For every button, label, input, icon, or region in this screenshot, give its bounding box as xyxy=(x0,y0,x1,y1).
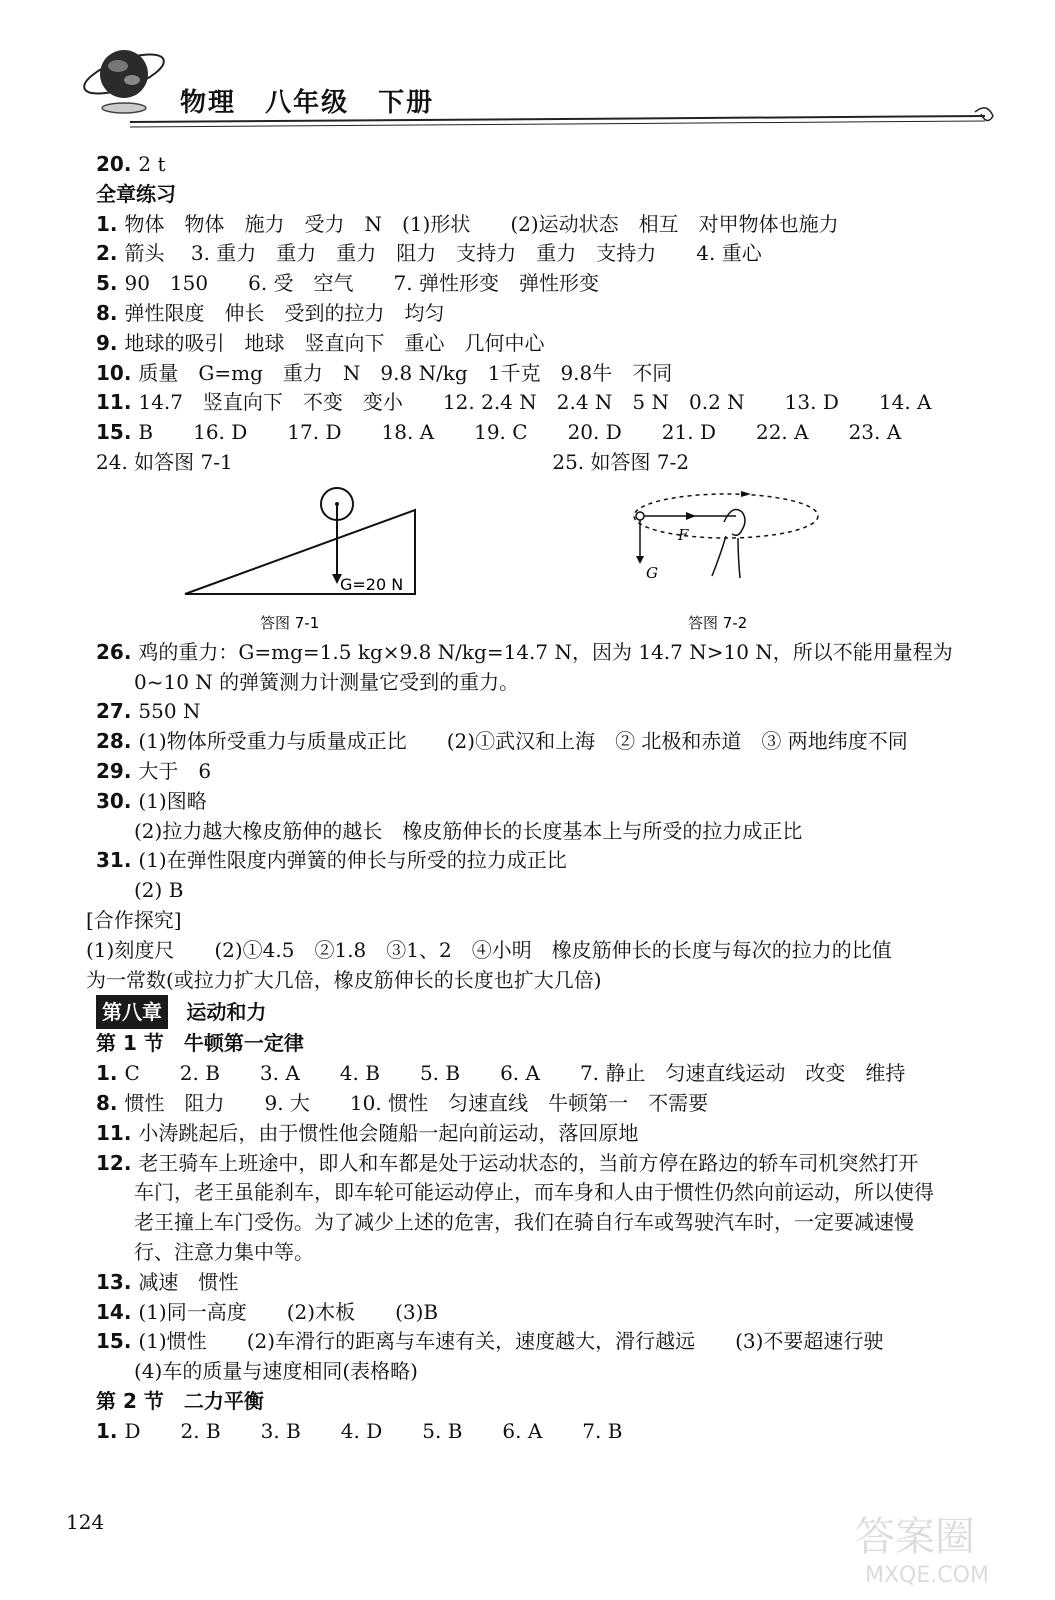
answer-line xyxy=(96,1089,1006,1119)
answer-line xyxy=(96,269,1006,299)
header-rule xyxy=(70,28,1010,138)
answer-text: 14.7 竖直向下 不变 变小 12. 2.4 N 2.4 N 5 N 0.2 N 13. D 14. A xyxy=(138,390,932,415)
answer-text: 全章练习 xyxy=(96,181,176,206)
question-number: 15. xyxy=(96,420,139,445)
answer-text: 550 N xyxy=(138,699,201,724)
question-number: 14. xyxy=(96,1299,139,1324)
answer-line xyxy=(96,638,1006,668)
answer-text: 行、注意力集中等。 xyxy=(134,1239,314,1264)
answers-block-1 xyxy=(96,150,1006,448)
question-number: 20. xyxy=(96,152,139,176)
answer-line xyxy=(96,1208,1006,1238)
answer-line xyxy=(96,1417,1006,1447)
answer-text: (1)图略 xyxy=(138,788,207,813)
question-number: 1. xyxy=(96,211,125,236)
chapter-badge: 第八章 xyxy=(96,995,168,1029)
page-header xyxy=(70,28,1010,138)
question-number: 8. xyxy=(96,300,125,325)
question-number: 1. xyxy=(96,1061,125,1086)
question-number: 1. xyxy=(96,1418,125,1443)
fig1-force-label: G=20 N xyxy=(340,574,404,594)
watermark-logo-icon xyxy=(845,1500,1025,1590)
question-number: 2. xyxy=(96,241,125,266)
answer-line xyxy=(96,1357,1006,1387)
answer-line xyxy=(96,846,1006,876)
answer-text: 大于 6 xyxy=(138,758,212,783)
answer-text: 减速 惯性 xyxy=(138,1269,239,1294)
figure-7-2 xyxy=(626,478,846,638)
answer-text: C 2. B 3. A 4. B 5. B 6. A 7. 静止 匀速直线运动 改变 维持 xyxy=(124,1061,906,1086)
answer-line xyxy=(96,180,1006,210)
fig2-g-label: G xyxy=(646,563,658,582)
answer-text: 车门，老王虽能刹车，即车轮可能运动停止，而车身和人由于惯性仍然向前运动，所以使得 xyxy=(134,1180,934,1205)
answer-line xyxy=(96,817,1006,847)
answer-line xyxy=(96,787,1006,817)
answer-text: D 2. B 3. B 4. D 5. B 6. A 7. B xyxy=(124,1418,623,1443)
answer-text: 质量 G=mg 重力 N 9.8 N/kg 1千克 9.8牛 不同 xyxy=(138,360,673,385)
coop-line-1: (1)刻度尺 (2)①4.5 ②1.8 ③1、2 ④小明 橡皮筋伸长的长度与每次的拉力的比值 xyxy=(86,937,892,962)
question-number: 27. xyxy=(96,699,139,724)
question-number: 26. xyxy=(96,639,139,664)
answer-line xyxy=(96,210,1006,240)
question-number: 11. xyxy=(96,1120,139,1145)
page-number: 124 xyxy=(66,1510,105,1534)
answer-text: (4)车的质量与速度相同(表格略) xyxy=(134,1359,418,1384)
subject-label: 物理 xyxy=(180,88,237,118)
figure-reference-row xyxy=(96,448,1006,478)
answer-text: (1)物体所受重力与质量成正比 (2)①武汉和上海 ② 北极和赤道 ③ 两地纬度不同 xyxy=(138,729,908,754)
answer-text: 弹性限度 伸长 受到的拉力 均匀 xyxy=(124,300,445,325)
grade-label: 八年级 xyxy=(265,88,350,118)
answer-line xyxy=(96,668,1006,698)
answer-text: 小涛跳起后，由于惯性他会随船一起向前运动，落回原地 xyxy=(138,1120,639,1145)
q25-ref: 25. 如答图 7-2 xyxy=(552,449,690,474)
figures-row xyxy=(96,478,1006,638)
answer-line xyxy=(96,359,1006,389)
volume-label: 下册 xyxy=(378,88,435,118)
question-number: 11. xyxy=(96,390,139,415)
answer-line xyxy=(96,1268,1006,1298)
fig1-caption: 答图 7-1 xyxy=(260,613,320,632)
answer-line xyxy=(96,1119,1006,1149)
answer-line xyxy=(96,239,1006,269)
answer-line xyxy=(96,418,1006,448)
answer-text: 箭头 3. 重力 重力 重力 阻力 支持力 重力 支持力 4. 重心 xyxy=(124,241,762,266)
fig2-caption: 答图 7-2 xyxy=(688,613,748,632)
question-number: 8. xyxy=(96,1090,125,1115)
question-number: 13. xyxy=(96,1269,139,1294)
answer-line xyxy=(96,150,1006,180)
question-number: 5. xyxy=(96,271,125,296)
answer-content xyxy=(86,150,1006,1446)
answer-text: (1)同一高度 (2)木板 (3)B xyxy=(138,1299,439,1324)
chapter-title: 运动和力 xyxy=(186,1000,267,1025)
answer-text: (1)在弹性限度内弹簧的伸长与所受的拉力成正比 xyxy=(138,848,567,873)
answer-text: B 16. D 17. D 18. A 19. C 20. D 21. D 22. A 23. A xyxy=(138,420,902,445)
answer-line xyxy=(96,727,1006,757)
watermark-top: 答案圈 xyxy=(855,1514,975,1560)
answer-text: 地球的吸引 地球 竖直向下 重心 几何中心 xyxy=(124,330,545,355)
question-number: 31. xyxy=(96,848,139,873)
question-number: 12. xyxy=(96,1150,139,1175)
answer-text: (2) B xyxy=(134,878,184,903)
answer-line xyxy=(96,388,1006,418)
fig2-f-label: F xyxy=(678,525,689,544)
answer-text: (1)惯性 (2)车滑行的距离与车速有关，速度越大，滑行越远 (3)不要超速行驶 xyxy=(138,1329,884,1354)
answer-line xyxy=(96,299,1006,329)
question-number: 30. xyxy=(96,788,139,813)
answer-text: 0~10 N 的弹簧测力计测量它受到的重力。 xyxy=(134,669,520,694)
answer-line xyxy=(96,1238,1006,1268)
q24-ref: 24. 如答图 7-1 xyxy=(96,449,233,474)
answer-text: 物体 物体 施力 受力 N (1)形状 (2)运动状态 相互 对甲物体也施力 xyxy=(124,211,839,236)
question-number: 15. xyxy=(96,1329,139,1354)
answer-line xyxy=(96,876,1006,906)
answers-block-2 xyxy=(96,638,1006,906)
question-number: 29. xyxy=(96,758,139,783)
question-number: 28. xyxy=(96,729,139,754)
answer-text: 90 150 6. 受 空气 7. 弹性形变 弹性形变 xyxy=(124,271,599,296)
answer-text: (2)拉力越大橡皮筋伸的越长 橡皮筋伸长的长度基本上与所受的拉力成正比 xyxy=(134,818,803,843)
answer-line xyxy=(96,1149,1006,1179)
answer-line xyxy=(96,697,1006,727)
figure-7-1 xyxy=(180,478,440,638)
answer-line xyxy=(96,757,1006,787)
answer-line xyxy=(96,329,1006,359)
answer-text: 惯性 阻力 9. 大 10. 惯性 匀速直线 牛顿第一 不需要 xyxy=(124,1090,709,1115)
answer-text: 鸡的重力：G=mg=1.5 kg×9.8 N/kg=14.7 N，因为 14.7 N>10 N，所以不能用量程为 xyxy=(138,639,953,664)
question-number: 10. xyxy=(96,360,139,385)
answer-line xyxy=(96,1327,1006,1357)
coop-line-2: 为一常数(或拉力扩大几倍，橡皮筋伸长的长度也扩大几倍) xyxy=(86,967,602,992)
answers-block-3 xyxy=(96,1059,1006,1387)
section-1-title: 第 1 节 牛顿第一定律 xyxy=(96,1031,304,1056)
chapter-heading xyxy=(96,995,1006,1029)
answer-line xyxy=(96,1298,1006,1328)
section-2-title: 第 2 节 二力平衡 xyxy=(96,1388,264,1413)
answers-block-4 xyxy=(96,1417,1006,1447)
answer-text: 2 t xyxy=(138,152,166,176)
answer-text: 老王骑车上班途中，即人和车都是处于运动状态的，当前方停在路边的轿车司机突然打开 xyxy=(138,1150,919,1175)
answer-text: 老王撞上车门受伤。为了减少上述的危害，我们在骑自行车或驾驶汽车时，一定要减速慢 xyxy=(134,1210,914,1235)
question-number: 9. xyxy=(96,330,125,355)
watermark-bottom: MXQE.COM xyxy=(865,1563,989,1588)
answer-line xyxy=(96,1059,1006,1089)
coop-title: [合作探究] xyxy=(86,907,182,932)
answer-line xyxy=(96,1178,1006,1208)
